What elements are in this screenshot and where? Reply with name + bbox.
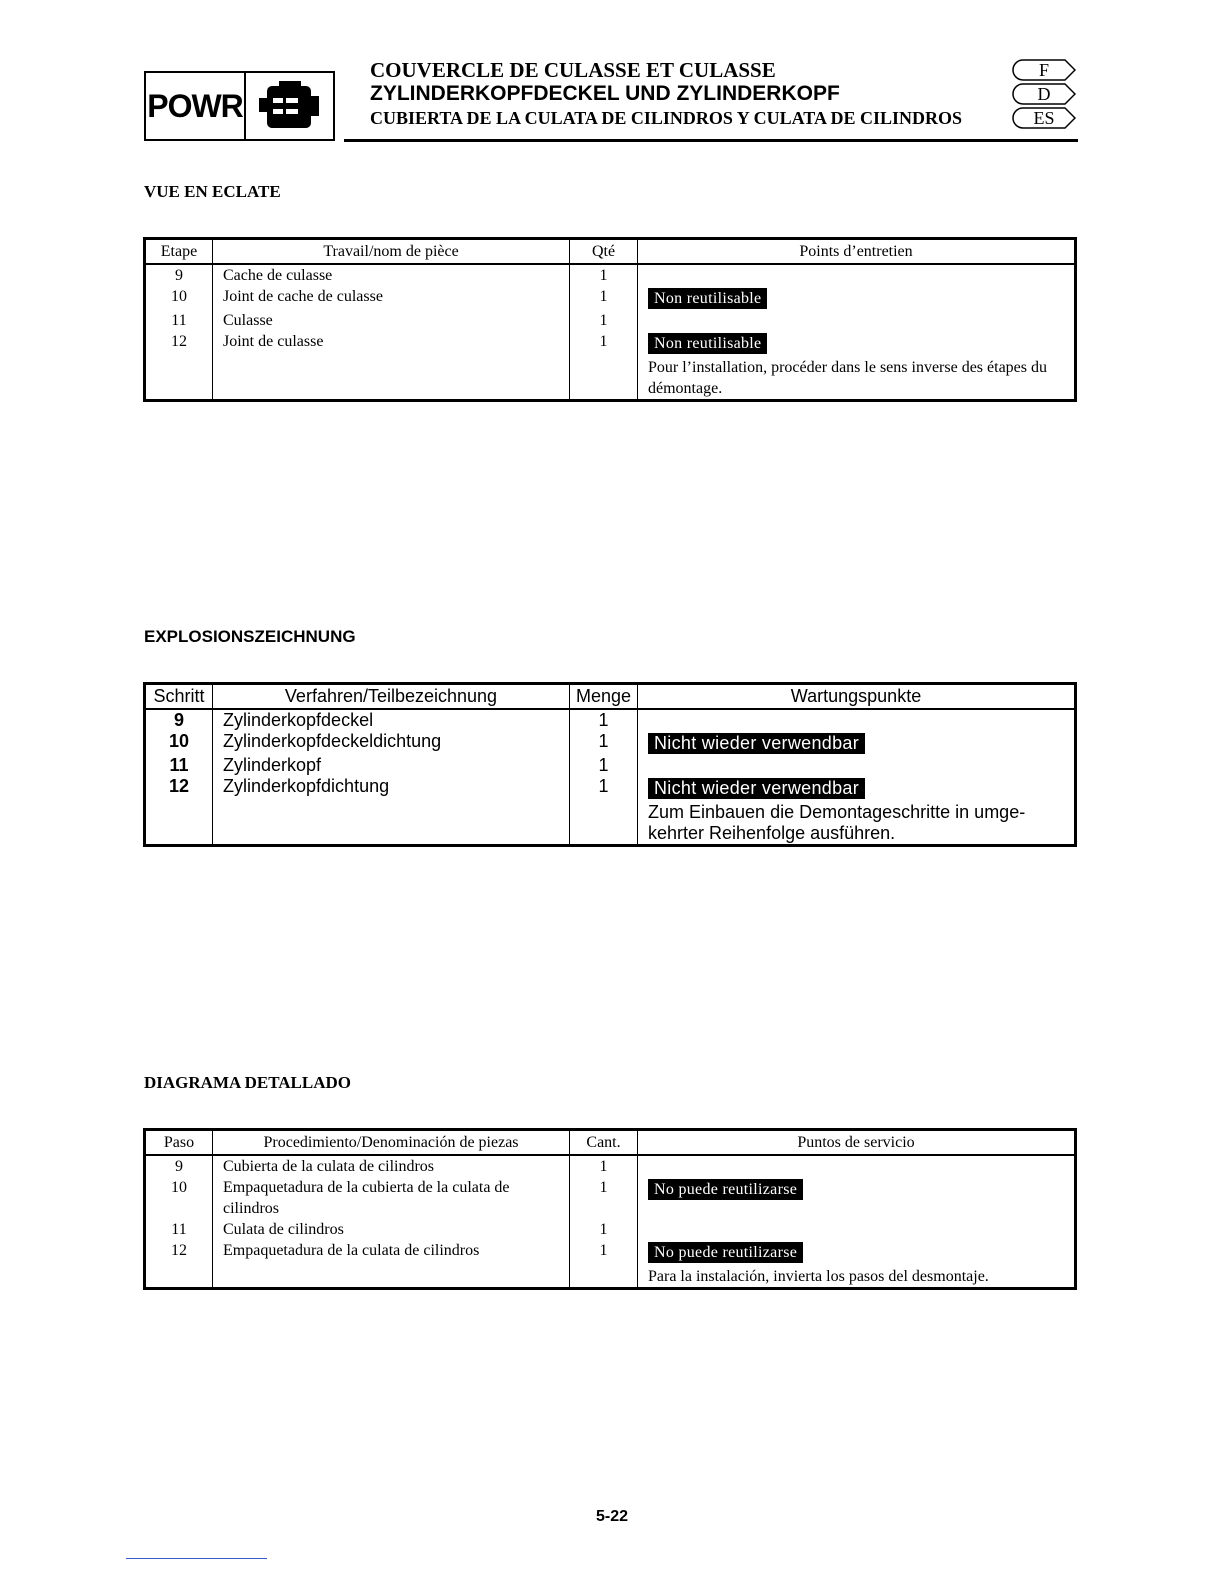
step-cell: 12 — [145, 331, 213, 401]
qty-cell: 1 — [570, 286, 638, 310]
step-cell: 11 — [145, 1219, 213, 1240]
table-row — [145, 1155, 1076, 1177]
header-rule — [344, 139, 1078, 142]
step-cell: 9 — [145, 709, 213, 731]
service-cell — [638, 331, 1076, 401]
part-name: Empaquetadura de la cubierta de la culata de cilindros — [213, 1177, 570, 1219]
step-cell: 12 — [145, 776, 213, 846]
service-cell — [638, 264, 1076, 286]
step-cell: 9 — [145, 1155, 213, 1177]
qty-cell: 1 — [570, 755, 638, 776]
not-reusable-badge: Nicht wieder verwendbar — [648, 733, 865, 754]
table-row — [145, 709, 1076, 731]
service-cell — [638, 1177, 1076, 1219]
col-header-name: Procedimiento/Denominación de piezas — [213, 1130, 570, 1156]
qty-cell: 1 — [570, 310, 638, 331]
title-german: ZYLINDERKOPFDECKEL UND ZYLINDERKOPF — [370, 82, 840, 105]
part-name: Zylinderkopfdeckel — [213, 709, 570, 731]
not-reusable-badge: No puede reutilizarse — [648, 1242, 803, 1263]
footnote-rule — [126, 1558, 267, 1559]
qty-cell: 1 — [570, 731, 638, 755]
part-name: Joint de cache de culasse — [213, 286, 570, 310]
qty-cell: 1 — [570, 331, 638, 401]
col-header-service: Puntos de servicio — [638, 1130, 1076, 1156]
part-name: Empaquetadura de la culata de cilindros — [213, 1240, 570, 1289]
section-title-german: EXPLOSIONSZEICHNUNG — [144, 627, 356, 646]
qty-cell: 1 — [570, 264, 638, 286]
logo-text: POWR — [146, 73, 246, 139]
table-row — [145, 755, 1076, 776]
service-cell — [638, 1155, 1076, 1177]
step-cell: 12 — [145, 1240, 213, 1289]
table-row — [145, 1219, 1076, 1240]
service-cell — [638, 755, 1076, 776]
service-cell — [638, 310, 1076, 331]
lang-tag-f — [1012, 59, 1076, 81]
qty-cell: 1 — [570, 776, 638, 846]
lang-tag-es — [1012, 107, 1076, 129]
installation-note: Zum Einbauen die Demontageschritte in umge-kehrter Reihenfolge ausführen. — [648, 802, 1026, 843]
not-reusable-badge: Non reutilisable — [648, 288, 767, 309]
col-header-step: Etape — [145, 239, 213, 265]
lang-tag-f-label: F — [1038, 60, 1049, 80]
lang-tag-es-label: ES — [1033, 108, 1055, 128]
col-header-step: Paso — [145, 1130, 213, 1156]
lang-tag-d-label: D — [1037, 84, 1051, 104]
col-header-service: Points d’entretien — [638, 239, 1076, 265]
qty-cell: 1 — [570, 1155, 638, 1177]
not-reusable-badge: No puede reutilizarse — [648, 1179, 803, 1200]
step-cell: 10 — [145, 286, 213, 310]
service-cell — [638, 286, 1076, 310]
qty-cell: 1 — [570, 1177, 638, 1219]
installation-note: Para la instalación, invierta los pasos del desmontaje. — [648, 1268, 989, 1285]
service-cell — [638, 776, 1076, 846]
table-row — [145, 731, 1076, 755]
parts-table-spanish — [143, 1128, 1077, 1290]
step-cell: 11 — [145, 755, 213, 776]
part-name: Cache de culasse — [213, 264, 570, 286]
step-cell: 11 — [145, 310, 213, 331]
col-header-step: Schritt — [145, 684, 213, 710]
engine-icon — [246, 73, 333, 139]
part-name: Zylinderkopf — [213, 755, 570, 776]
service-cell — [638, 731, 1076, 755]
table-row — [145, 286, 1076, 310]
service-cell — [638, 1219, 1076, 1240]
lang-tag-d — [1012, 83, 1076, 105]
col-header-name: Verfahren/Teilbezeichnung — [213, 684, 570, 710]
section-title-french: VUE EN ECLATE — [144, 182, 281, 201]
qty-cell: 1 — [570, 709, 638, 731]
step-cell: 10 — [145, 731, 213, 755]
title-spanish: CUBIERTA DE LA CULATA DE CILINDROS Y CULATA DE CILINDROS — [370, 108, 962, 128]
table-row — [145, 310, 1076, 331]
table-row — [145, 1240, 1076, 1289]
part-name: Zylinderkopfdichtung — [213, 776, 570, 846]
installation-note: Pour l’installation, procéder dans le sens inverse des étapes du démontage. — [648, 359, 1047, 397]
part-name: Culata de cilindros — [213, 1219, 570, 1240]
title-french: COUVERCLE DE CULASSE ET CULASSE — [370, 58, 776, 82]
qty-cell: 1 — [570, 1240, 638, 1289]
part-name: Zylinderkopfdeckeldichtung — [213, 731, 570, 755]
table-row — [145, 331, 1076, 401]
part-name: Joint de culasse — [213, 331, 570, 401]
part-name: Culasse — [213, 310, 570, 331]
page-number: 5-22 — [595, 1508, 629, 1525]
col-header-qty: Menge — [570, 684, 638, 710]
service-cell — [638, 1240, 1076, 1289]
step-cell: 10 — [145, 1177, 213, 1219]
not-reusable-badge: Nicht wieder verwendbar — [648, 778, 865, 799]
col-header-name: Travail/nom de pièce — [213, 239, 570, 265]
table-row — [145, 264, 1076, 286]
parts-table-french — [143, 237, 1077, 402]
col-header-qty: Cant. — [570, 1130, 638, 1156]
col-header-qty: Qté — [570, 239, 638, 265]
service-cell — [638, 709, 1076, 731]
col-header-service: Wartungspunkte — [638, 684, 1076, 710]
part-name: Cubierta de la culata de cilindros — [213, 1155, 570, 1177]
qty-cell: 1 — [570, 1219, 638, 1240]
parts-table-german — [143, 682, 1077, 847]
section-logo — [144, 71, 335, 141]
step-cell: 9 — [145, 264, 213, 286]
table-row — [145, 776, 1076, 846]
table-row — [145, 1177, 1076, 1219]
not-reusable-badge: Non reutilisable — [648, 333, 767, 354]
section-title-spanish: DIAGRAMA DETALLADO — [144, 1073, 352, 1092]
